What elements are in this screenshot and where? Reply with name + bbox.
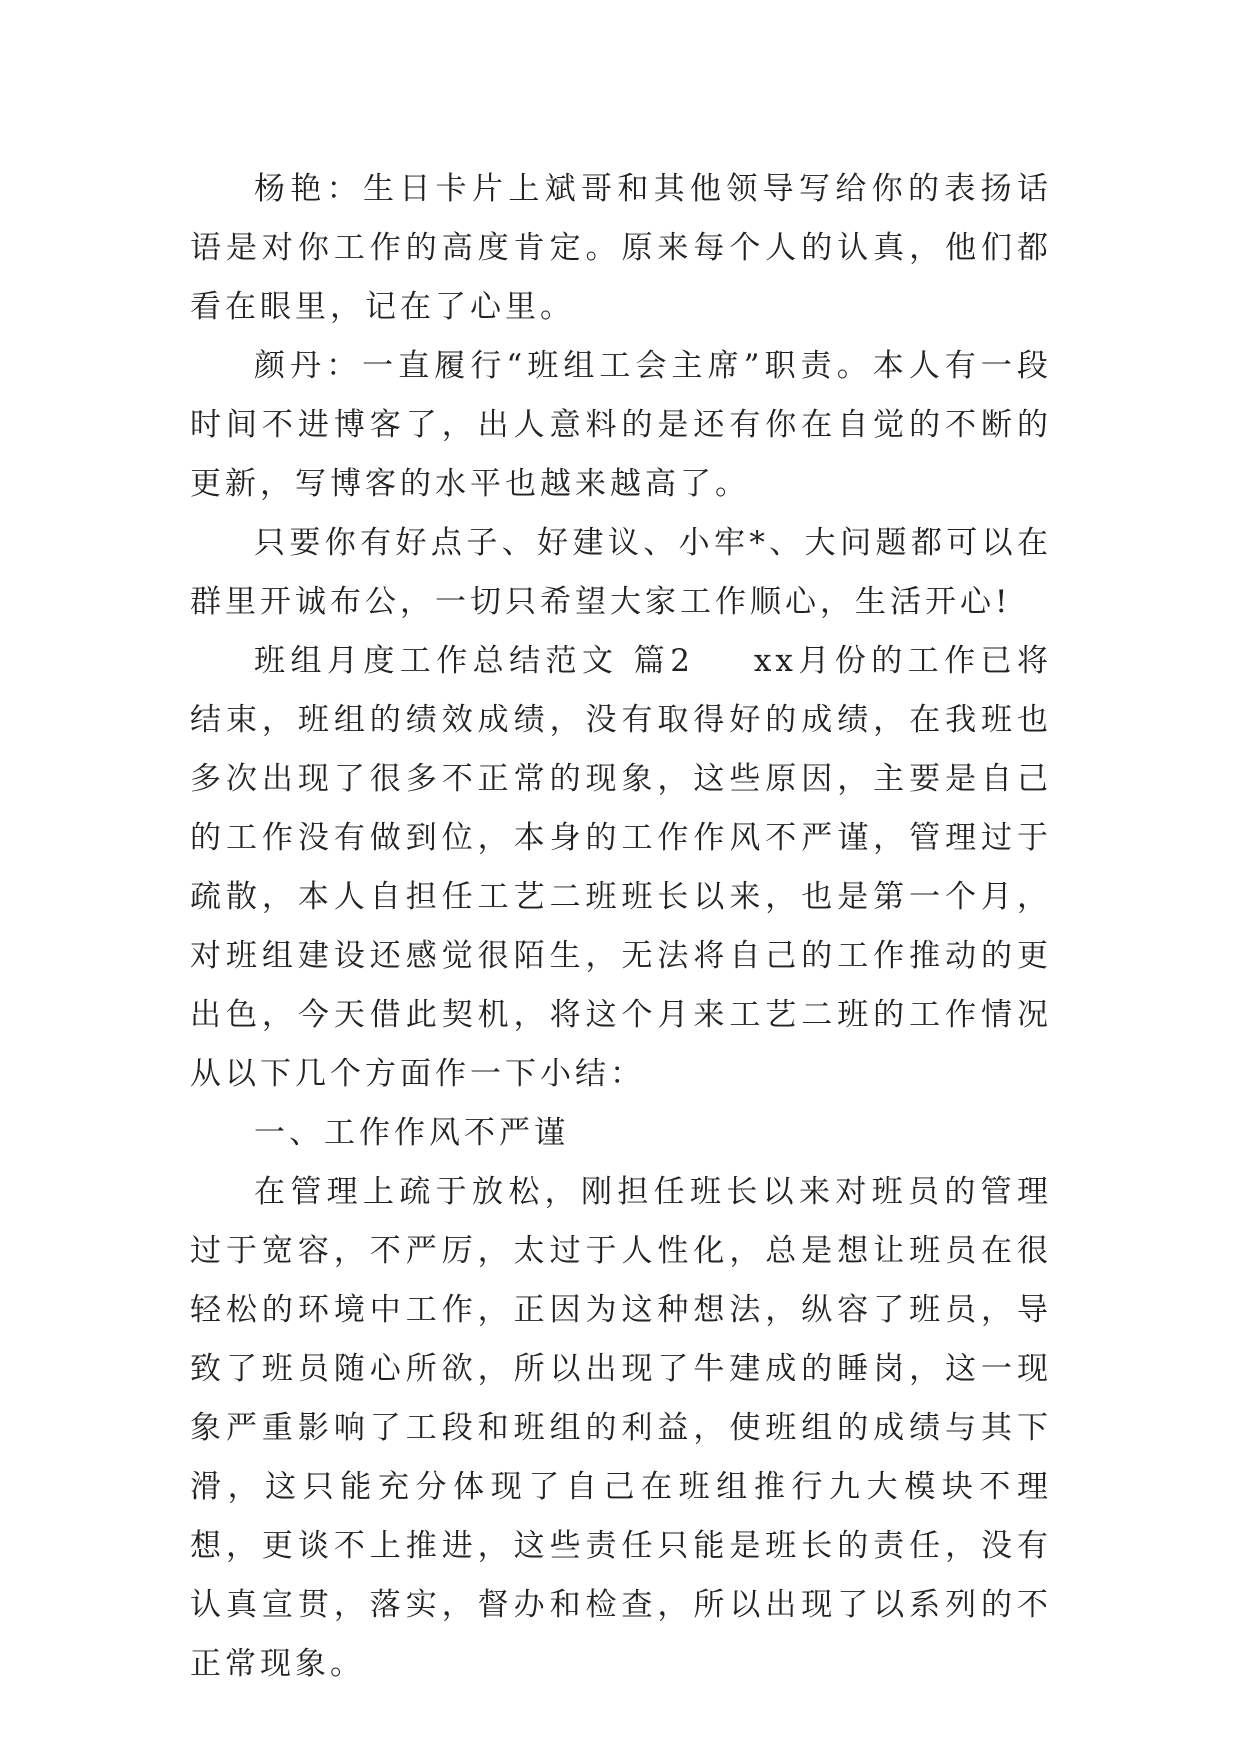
paragraph-management: 在管理上疏于放松，刚担任班长以来对班员的管理过于宽容，不严厉，太过于人性化，总是想让班员在很轻松的环境中工作，正因为这种想法，纵容了班员，导致了班员随心所欲，所以出现了牛建成的睡岗，这一现象严重影响了工段和班组的利益，使班组的成绩与其下滑，这只能充分体现了自己在班组推行九大模块不理想，更谈不上推进，这些责任只能是班长的责任，没有认真宣贯，落实，督办和检查，所以出现了以系列的不正常现象。	[190, 1174, 1052, 1682]
subheading-work-style: 一、工作作风不严谨	[254, 1115, 569, 1151]
paragraph-section2	[190, 632, 1052, 1104]
section2-body: xx月份的工作已将结束，班组的绩效成绩，没有取得好的成绩，在我班也多次出现了很多不正常的现象，这些原因，主要是自己的工作没有做到位，本身的工作作风不严谨，管理过于疏散，本人自担任工艺二班班长以来，也是第一个月，对班组建设还感觉很陌生，无法将自己的工作推动的更出色，今天借此契机，将这个月来工艺二班的工作情况从以下几个方面作一下小结：	[190, 643, 1053, 1092]
paragraph-suggestions: 只要你有好点子、好建议、小牢*、大问题都可以在群里开诚布公，一切只希望大家工作顺心，生活开心!	[190, 525, 1052, 620]
document-body	[190, 160, 1052, 1694]
paragraph-yandan: 颜丹：一直履行“班组工会主席”职责。本人有一段时间不进博客了，出人意料的是还有你在自觉的不断的更新，写博客的水平也越来越高了。	[190, 348, 1052, 502]
section2-title: 班组月度工作总结范文 篇2	[254, 643, 694, 679]
paragraph-yangyan: 杨艳：生日卡片上斌哥和其他领导写给你的表扬话语是对你工作的高度肯定。原来每个人的认真，他们都看在眼里，记在了心里。	[190, 171, 1052, 325]
